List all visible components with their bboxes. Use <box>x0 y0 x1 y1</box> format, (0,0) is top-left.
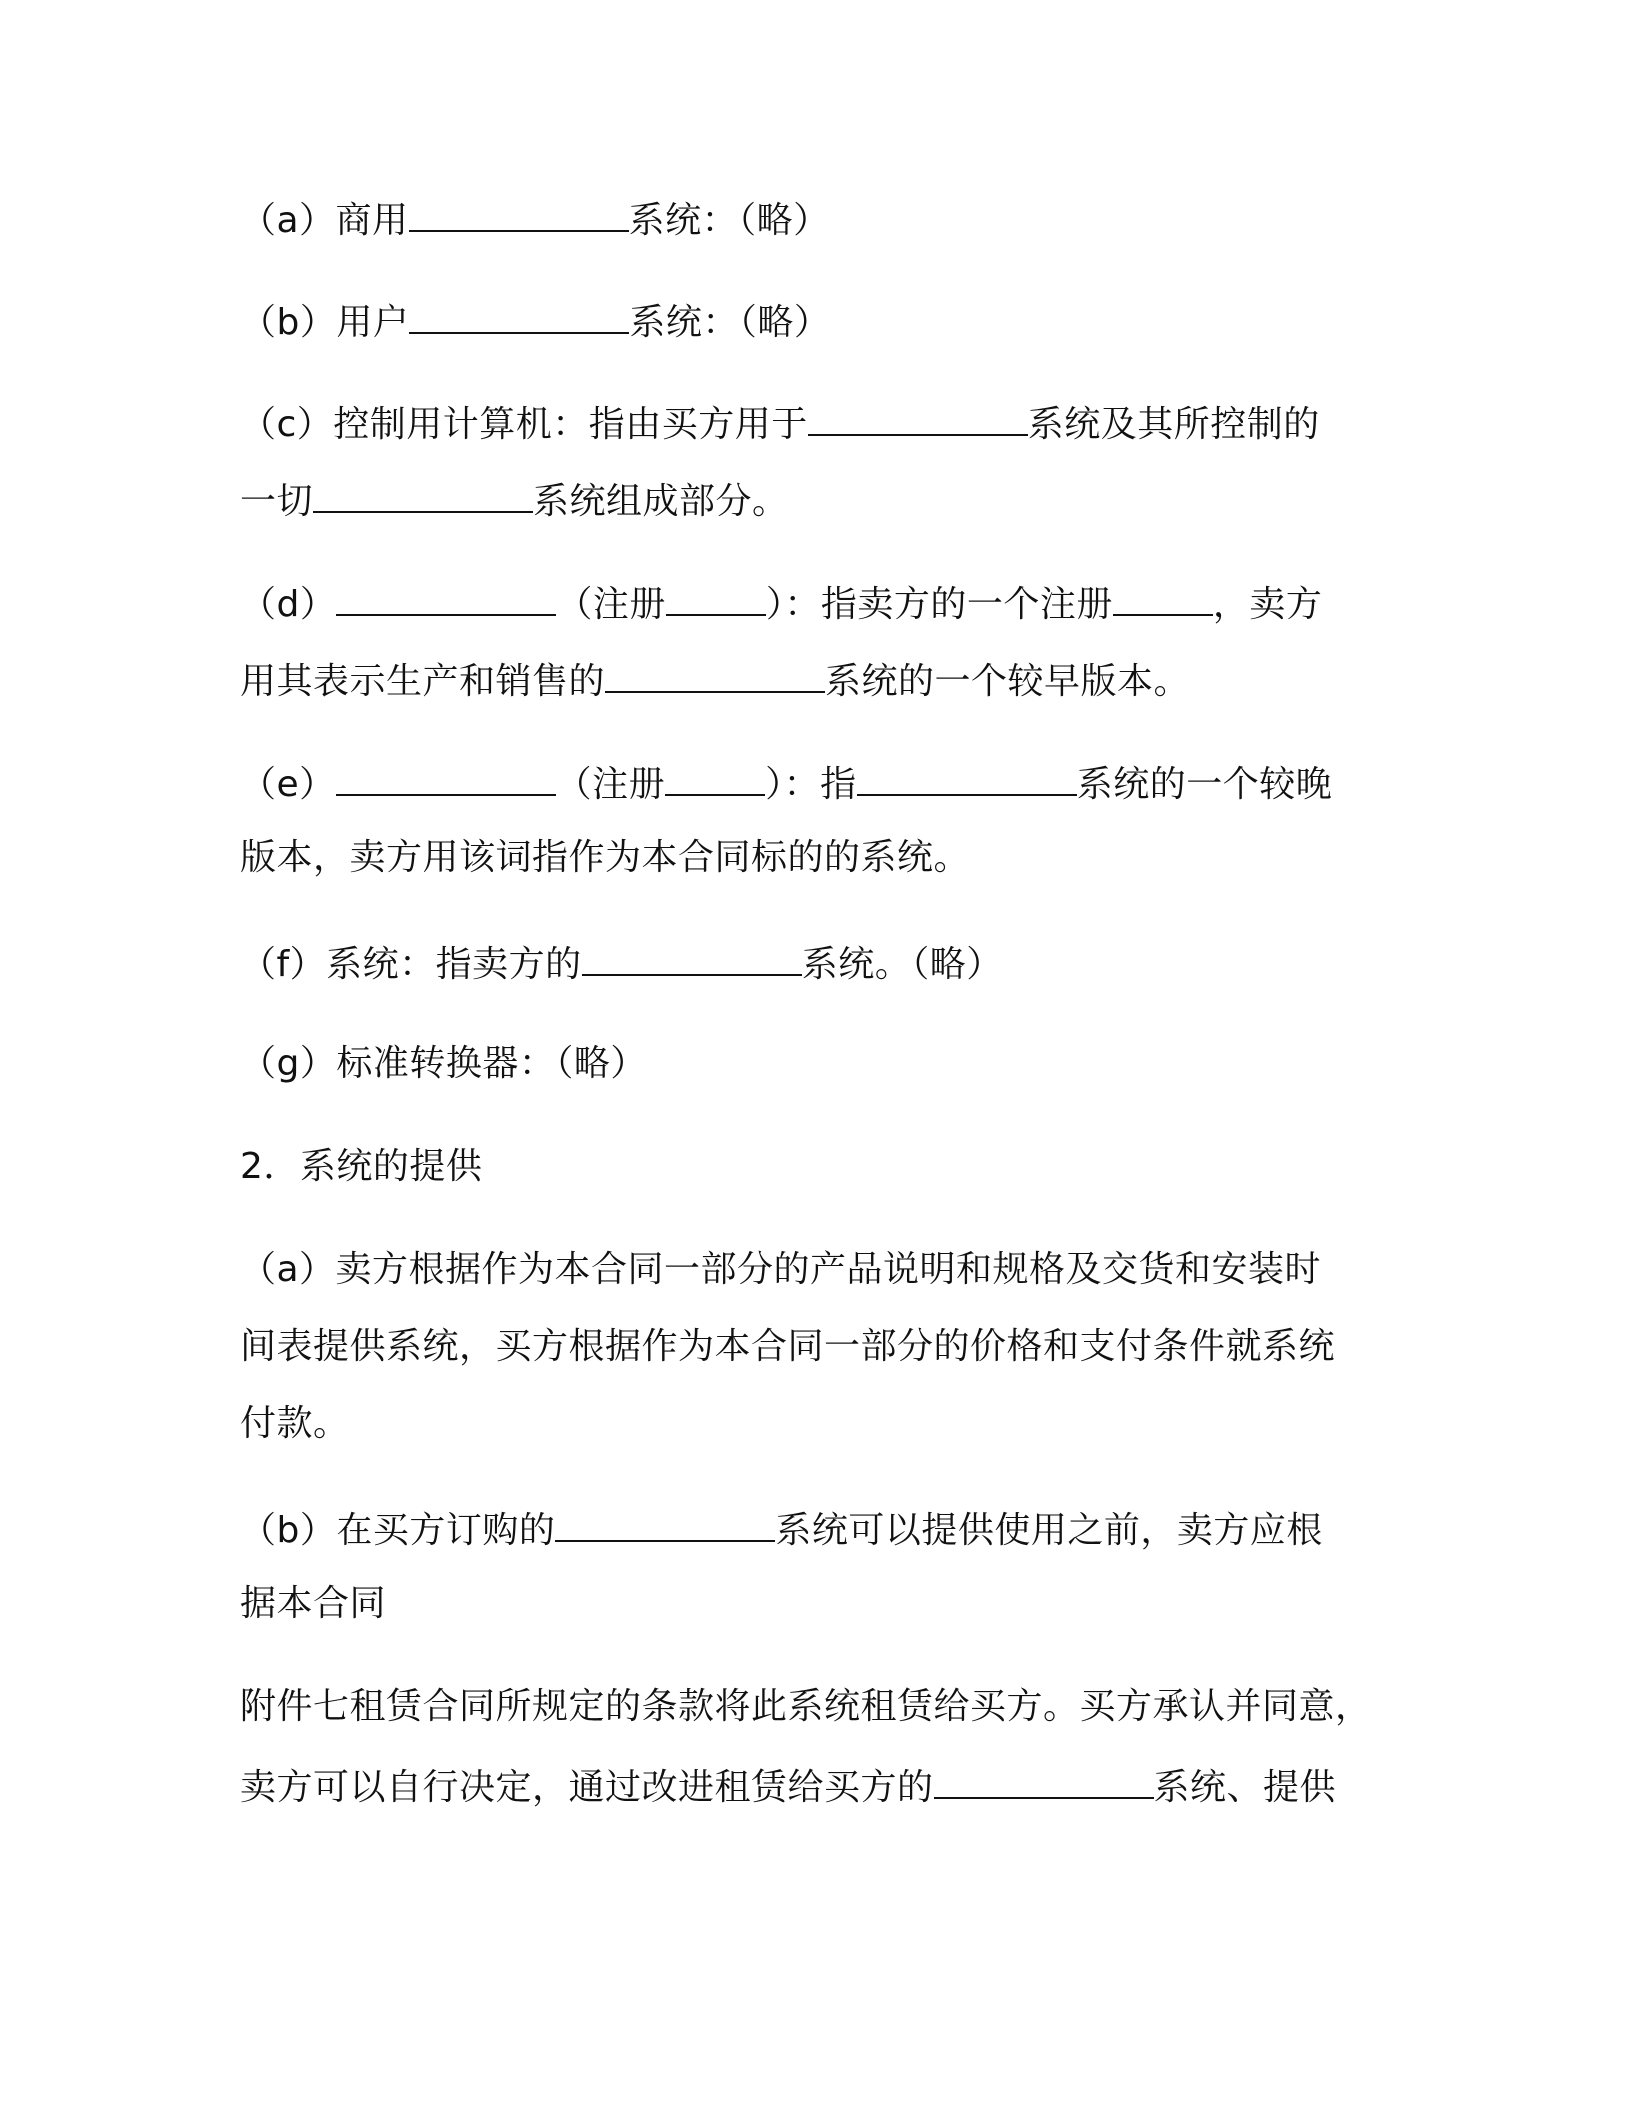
clause-2b-line-2: 据本合同 <box>240 1583 387 1624</box>
text: 卖方可以自行决定，通过改进租赁给买方的 <box>240 1767 934 1808</box>
text: （b）在买方订购的 <box>240 1510 556 1551</box>
text: （a）商用 <box>240 200 409 241</box>
clause-e-line-2: 版本，卖方用该词指作为本合同标的的系统。 <box>240 837 971 878</box>
text: ）：指卖方的一个注册 <box>765 584 1113 625</box>
blank-line <box>605 653 825 693</box>
text: 系统：（略） <box>629 302 831 343</box>
clause-a-commercial <box>240 192 830 242</box>
text: （d） <box>240 584 337 625</box>
text: （f）系统：指卖方的 <box>240 944 582 985</box>
text: （注册 <box>556 584 666 625</box>
clause-d-line-1 <box>240 576 1322 626</box>
text: 系统的一个较晚 <box>1076 764 1333 805</box>
text: 系统可以提供使用之前，卖方应根 <box>775 1510 1323 1551</box>
blank-line <box>934 1759 1154 1799</box>
text: （b）用户 <box>240 302 410 343</box>
blank-line <box>582 936 802 976</box>
clause-f-system <box>240 936 1003 986</box>
clause-b-user <box>240 294 830 344</box>
blank-line <box>555 1502 775 1542</box>
text: ）：指 <box>765 764 857 805</box>
text: （注册 <box>555 764 666 805</box>
text: ，卖方 <box>1212 584 1323 625</box>
blank-line <box>313 473 533 513</box>
attachment-line-2 <box>240 1759 1336 1809</box>
blank-line <box>336 576 556 616</box>
blank-line <box>665 756 765 796</box>
clause-c-line-2 <box>240 473 789 523</box>
clause-2b-line-1 <box>240 1502 1323 1552</box>
text: 系统及其所控制的 <box>1027 404 1320 445</box>
blank-line <box>409 294 629 334</box>
clause-2a-line-1: （a）卖方根据作为本合同一部分的产品说明和规格及交货和安装时 <box>240 1249 1322 1290</box>
blank-line <box>1113 576 1213 616</box>
text: 一切 <box>240 481 314 522</box>
blank-line <box>336 756 556 796</box>
text: 系统、提供 <box>1153 1767 1337 1808</box>
text: 用其表示生产和销售的 <box>240 661 606 702</box>
clause-g-converter: （g）标准转换器：（略） <box>240 1043 647 1084</box>
clause-2a-line-2: 间表提供系统，买方根据作为本合同一部分的价格和支付条件就系统 <box>240 1326 1336 1367</box>
text: 系统。（略） <box>801 944 1003 985</box>
text: 系统：（略） <box>628 200 830 241</box>
blank-line <box>666 576 766 616</box>
clause-c-line-1 <box>240 396 1320 446</box>
blank-line <box>808 396 1028 436</box>
clause-e-line-1 <box>240 756 1332 806</box>
text: 系统的一个较早版本。 <box>825 661 1191 702</box>
text: （c）控制用计算机：指由买方用于 <box>240 404 808 445</box>
attachment-line-1: 附件七租赁合同所规定的条款将此系统租赁给买方。买方承认并同意， <box>240 1686 1372 1727</box>
clause-d-line-2 <box>240 653 1190 703</box>
text: 系统组成部分。 <box>533 481 789 522</box>
blank-line <box>409 192 629 232</box>
section-2-heading: 2．系统的提供 <box>240 1146 483 1187</box>
clause-2a-line-3: 付款。 <box>240 1403 350 1444</box>
text: （e） <box>240 764 336 805</box>
blank-line <box>857 756 1077 796</box>
